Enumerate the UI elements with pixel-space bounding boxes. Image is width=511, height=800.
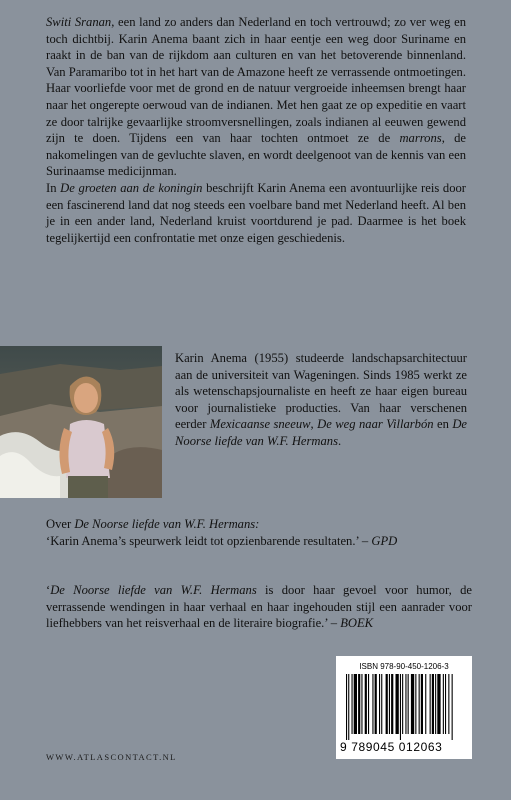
barcode-bar xyxy=(408,674,409,734)
barcode-bar xyxy=(396,674,399,734)
quote-boek-text: is door haar gevoel voor humor, de verrassende wendingen in haar verhaal en haar ingehouden stijl een aanrader voor liefhebbers van het reisverhaal en de literaire biografie.’ – xyxy=(46,583,472,631)
blurb-paragraph-2 xyxy=(46,180,466,246)
bio-book-title-3: De Noorse liefde van W.F. Hermans xyxy=(175,417,468,448)
barcode-bar xyxy=(365,674,367,734)
quotes-intro xyxy=(46,516,466,533)
blurb-text xyxy=(46,14,466,246)
barcode-bar xyxy=(402,674,403,734)
barcode-bar xyxy=(430,674,431,734)
barcode-bar xyxy=(354,674,357,734)
blurb-p1-part-a: , een land zo anders dan Nederland en toch vertrouwd; zo ver weg en toch dichtbij. Karin Anema baant zich in haar eentje een weg door Suriname en raakt in de ban van de rijkdom aan culturen en van het betoverende binnenland. Van Paramaribo tot in het hart van de Amazone heeft ze verrassende ontmoetingen. Haar voorliefde voor met de grond en de natuur vergroeide inheemsen brengt haar naar het ongerepte oerwoud van de indianen. Met hen gaat ze op expeditie en vaart ze door talrijke gevaarlijke stroomversnellingen, zoals indianen al eeuwen gewend zijn te doen. Tijdens een van haar tochten ontmoet ze de xyxy=(46,15,466,146)
quote-gpd-source: GPD xyxy=(371,534,398,548)
barcode-box xyxy=(336,656,472,759)
barcode-bar xyxy=(421,674,423,734)
quote-boek-title: De Noorse liefde van W.F. Hermans xyxy=(50,583,257,597)
barcode-bar xyxy=(419,674,420,734)
barcode-bar xyxy=(361,674,362,734)
barcode-digits: 9 789045 012063 xyxy=(340,740,443,754)
isbn-label: ISBN 978-90-450-1206-3 xyxy=(359,662,449,671)
barcode-bar xyxy=(443,674,444,734)
barcode-bar xyxy=(415,674,416,734)
barcode-bar xyxy=(381,674,382,734)
blurb-p1-part-b: , de nakomelingen van de gevluchte slaven, en wordt deelgenoot van de kennis van een Surinaamse medicijnman. xyxy=(46,131,466,179)
bio-text: Karin Anema (1955) studeerde landschapsarchitectuur aan de universiteit van Wageningen. Sinds 1985 werkt ze als wetenschapsjournaliste en heeft ze haar eigen bureau voor journalistieke producties. Van haar verschenen eerder xyxy=(175,351,467,432)
marrons-term: marrons xyxy=(399,131,442,146)
barcode-bar xyxy=(391,674,393,734)
book-title-groeten: De groeten aan de koningin xyxy=(60,180,203,195)
barcode-bar xyxy=(445,674,446,734)
barcode-bar xyxy=(425,674,426,734)
author-bio xyxy=(175,350,467,450)
barcode-bar xyxy=(379,674,380,734)
barcode-bar xyxy=(386,674,388,734)
author-photo xyxy=(0,346,162,498)
blurb-p2-part-b: beschrijft Karin Anema een avontuurlijke reis door een fascinerend land dat nog steeds een voelbare band met Nederland heeft. Al ben je in een ander land, Nederland kruist voortdurend je pad. Daarmee is het boek tegelijkertijd een confrontatie met onze eigen geschiedenis. xyxy=(46,180,466,245)
barcode-bar xyxy=(375,674,377,734)
blurb-p2-part-a: In xyxy=(46,180,61,195)
barcode-bar xyxy=(452,674,453,740)
barcode-bar xyxy=(372,674,373,734)
quote-gpd xyxy=(46,533,476,550)
quote-gpd-text: ‘Karin Anema’s speurwerk leidt tot opzienbarende resultaten.’ – xyxy=(46,534,372,548)
blurb-paragraph-1 xyxy=(46,14,466,180)
bio-separator-2: en xyxy=(433,417,453,432)
bio-separator-1: , xyxy=(310,417,318,432)
barcode-bar xyxy=(389,674,390,734)
quote-boek-source: BOEK xyxy=(340,616,374,631)
bio-end: . xyxy=(338,433,342,448)
quote-boek-open: ‘ xyxy=(46,583,51,597)
barcode-bar xyxy=(400,674,401,740)
barcode-bar xyxy=(405,674,406,734)
barcode-bar xyxy=(437,674,440,734)
barcode-bar xyxy=(432,674,434,734)
barcode-bar xyxy=(346,674,347,740)
bio-book-title-1: Mexicaanse sneeuw xyxy=(209,417,311,432)
quotes-intro-title: De Noorse liefde van W.F. Hermans: xyxy=(74,517,260,531)
barcode-bars xyxy=(346,674,464,740)
bio-book-title-2: De weg naar Villarbón xyxy=(317,417,434,432)
barcode-bar xyxy=(352,674,353,734)
barcode-bar xyxy=(358,674,360,734)
quotes-intro-prefix: Over xyxy=(46,517,75,531)
barcode-bar xyxy=(448,674,449,734)
quote-boek xyxy=(46,582,472,632)
barcode-bar xyxy=(435,674,436,734)
barcode-bar xyxy=(368,674,369,734)
publisher-website: WWW.ATLASCONTACT.NL xyxy=(46,752,177,762)
barcode-bar xyxy=(348,674,349,740)
book-title-switi-sranan: Switi Sranan xyxy=(46,15,112,29)
barcode-bar xyxy=(411,674,414,734)
